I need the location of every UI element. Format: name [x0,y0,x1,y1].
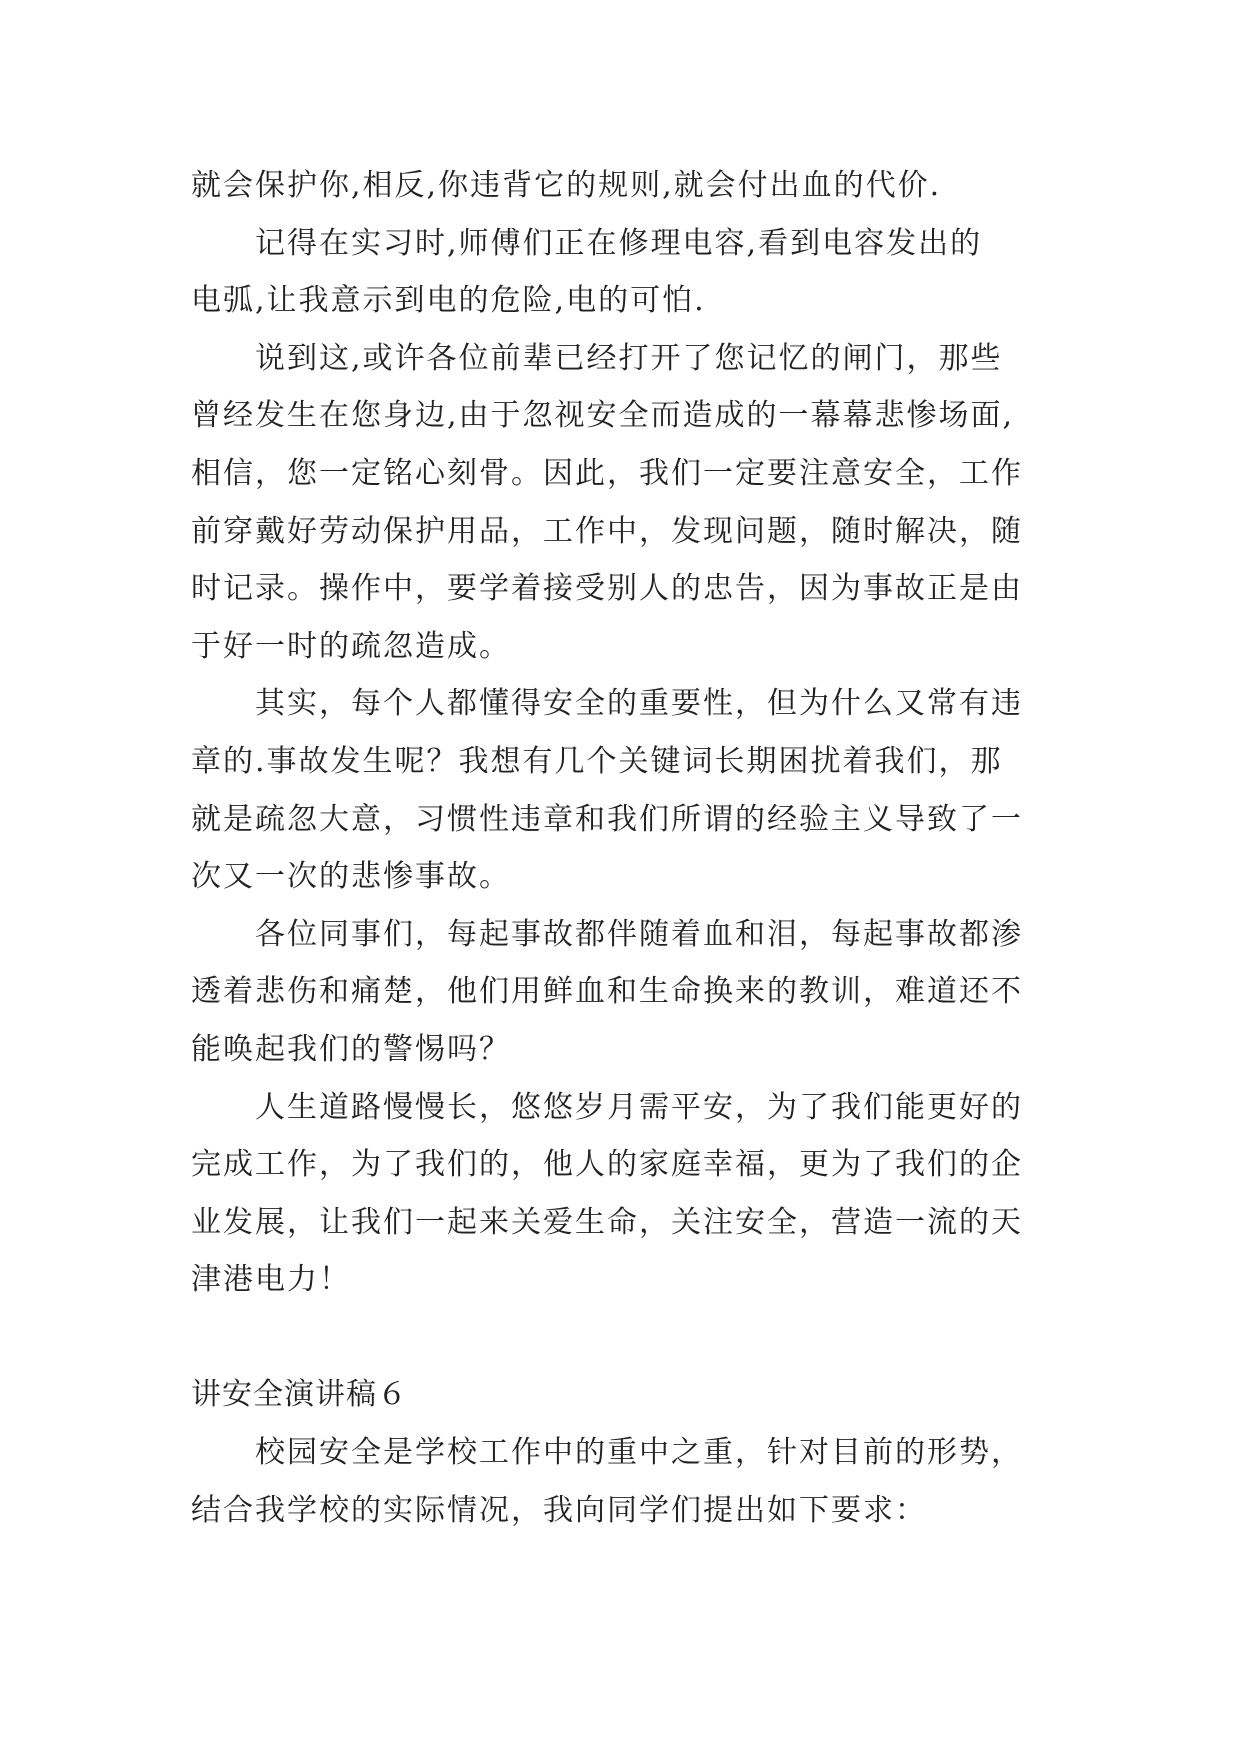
paragraph-line: 各位同事们，每起事故都伴随着血和泪，每起事故都渗 [255,916,1023,952]
paragraph-line: 校园安全是学校工作中的重中之重，针对目前的形势， [255,1435,1023,1471]
paragraph-line: 于好一时的疏忽造成。 [191,628,511,664]
paragraph-line: 曾经发生在您身边,由于忽视安全而造成的一幕幕悲惨场面, [191,398,1015,434]
paragraph-line: 结合我学校的实际情况，我向同学们提出如下要求： [191,1492,927,1528]
section-gap [191,1309,1051,1367]
paragraph-line: 其实，每个人都懂得安全的重要性，但为什么又常有违 [255,686,1023,722]
document-body [191,157,1051,1539]
paragraph-line: 人生道路慢慢长，悠悠岁月需平安，为了我们能更好的 [255,1089,1023,1125]
paragraph-line: 业发展，让我们一起来关爱生命，关注安全，营造一流的天 [191,1204,1023,1240]
paragraph-line: 电弧,让我意示到电的危险,电的可怕. [191,283,706,319]
paragraph-line: 完成工作，为了我们的，他人的家庭幸福，更为了我们的企 [191,1147,1023,1183]
section-heading: 讲安全演讲稿６ [191,1377,408,1413]
paragraph-line: 记得在实习时,师傅们正在修理电容,看到电容发出的 [255,225,983,261]
paragraph-line: 时记录。操作中，要学着接受别人的忠告，因为事故正是由 [191,571,1023,607]
paragraph-line: 说到这,或许各位前辈已经打开了您记忆的闸门，那些 [255,340,1003,376]
paragraph-line: 章的.事故发生呢？我想有几个关键词长期困扰着我们，那 [191,743,1003,779]
paragraph-line: 能唤起我们的警惕吗？ [191,1031,511,1067]
paragraph-line: 前穿戴好劳动保护用品，工作中，发现问题，随时解决，随 [191,513,1023,549]
paragraph-line: 次又一次的悲惨事故。 [191,859,511,895]
paragraph-line: 透着悲伤和痛楚，他们用鲜血和生命换来的教训，难道还不 [191,974,1023,1010]
paragraph-line: 就会保护你,相反,你违背它的规则,就会付出血的代价. [191,168,942,203]
paragraph-line: 津港电力！ [191,1262,351,1298]
paragraph-line: 相信，您一定铭心刻骨。因此，我们一定要注意安全，工作 [191,455,1023,491]
paragraph-line: 就是疏忽大意，习惯性违章和我们所谓的经验主义导致了一 [191,801,1023,837]
